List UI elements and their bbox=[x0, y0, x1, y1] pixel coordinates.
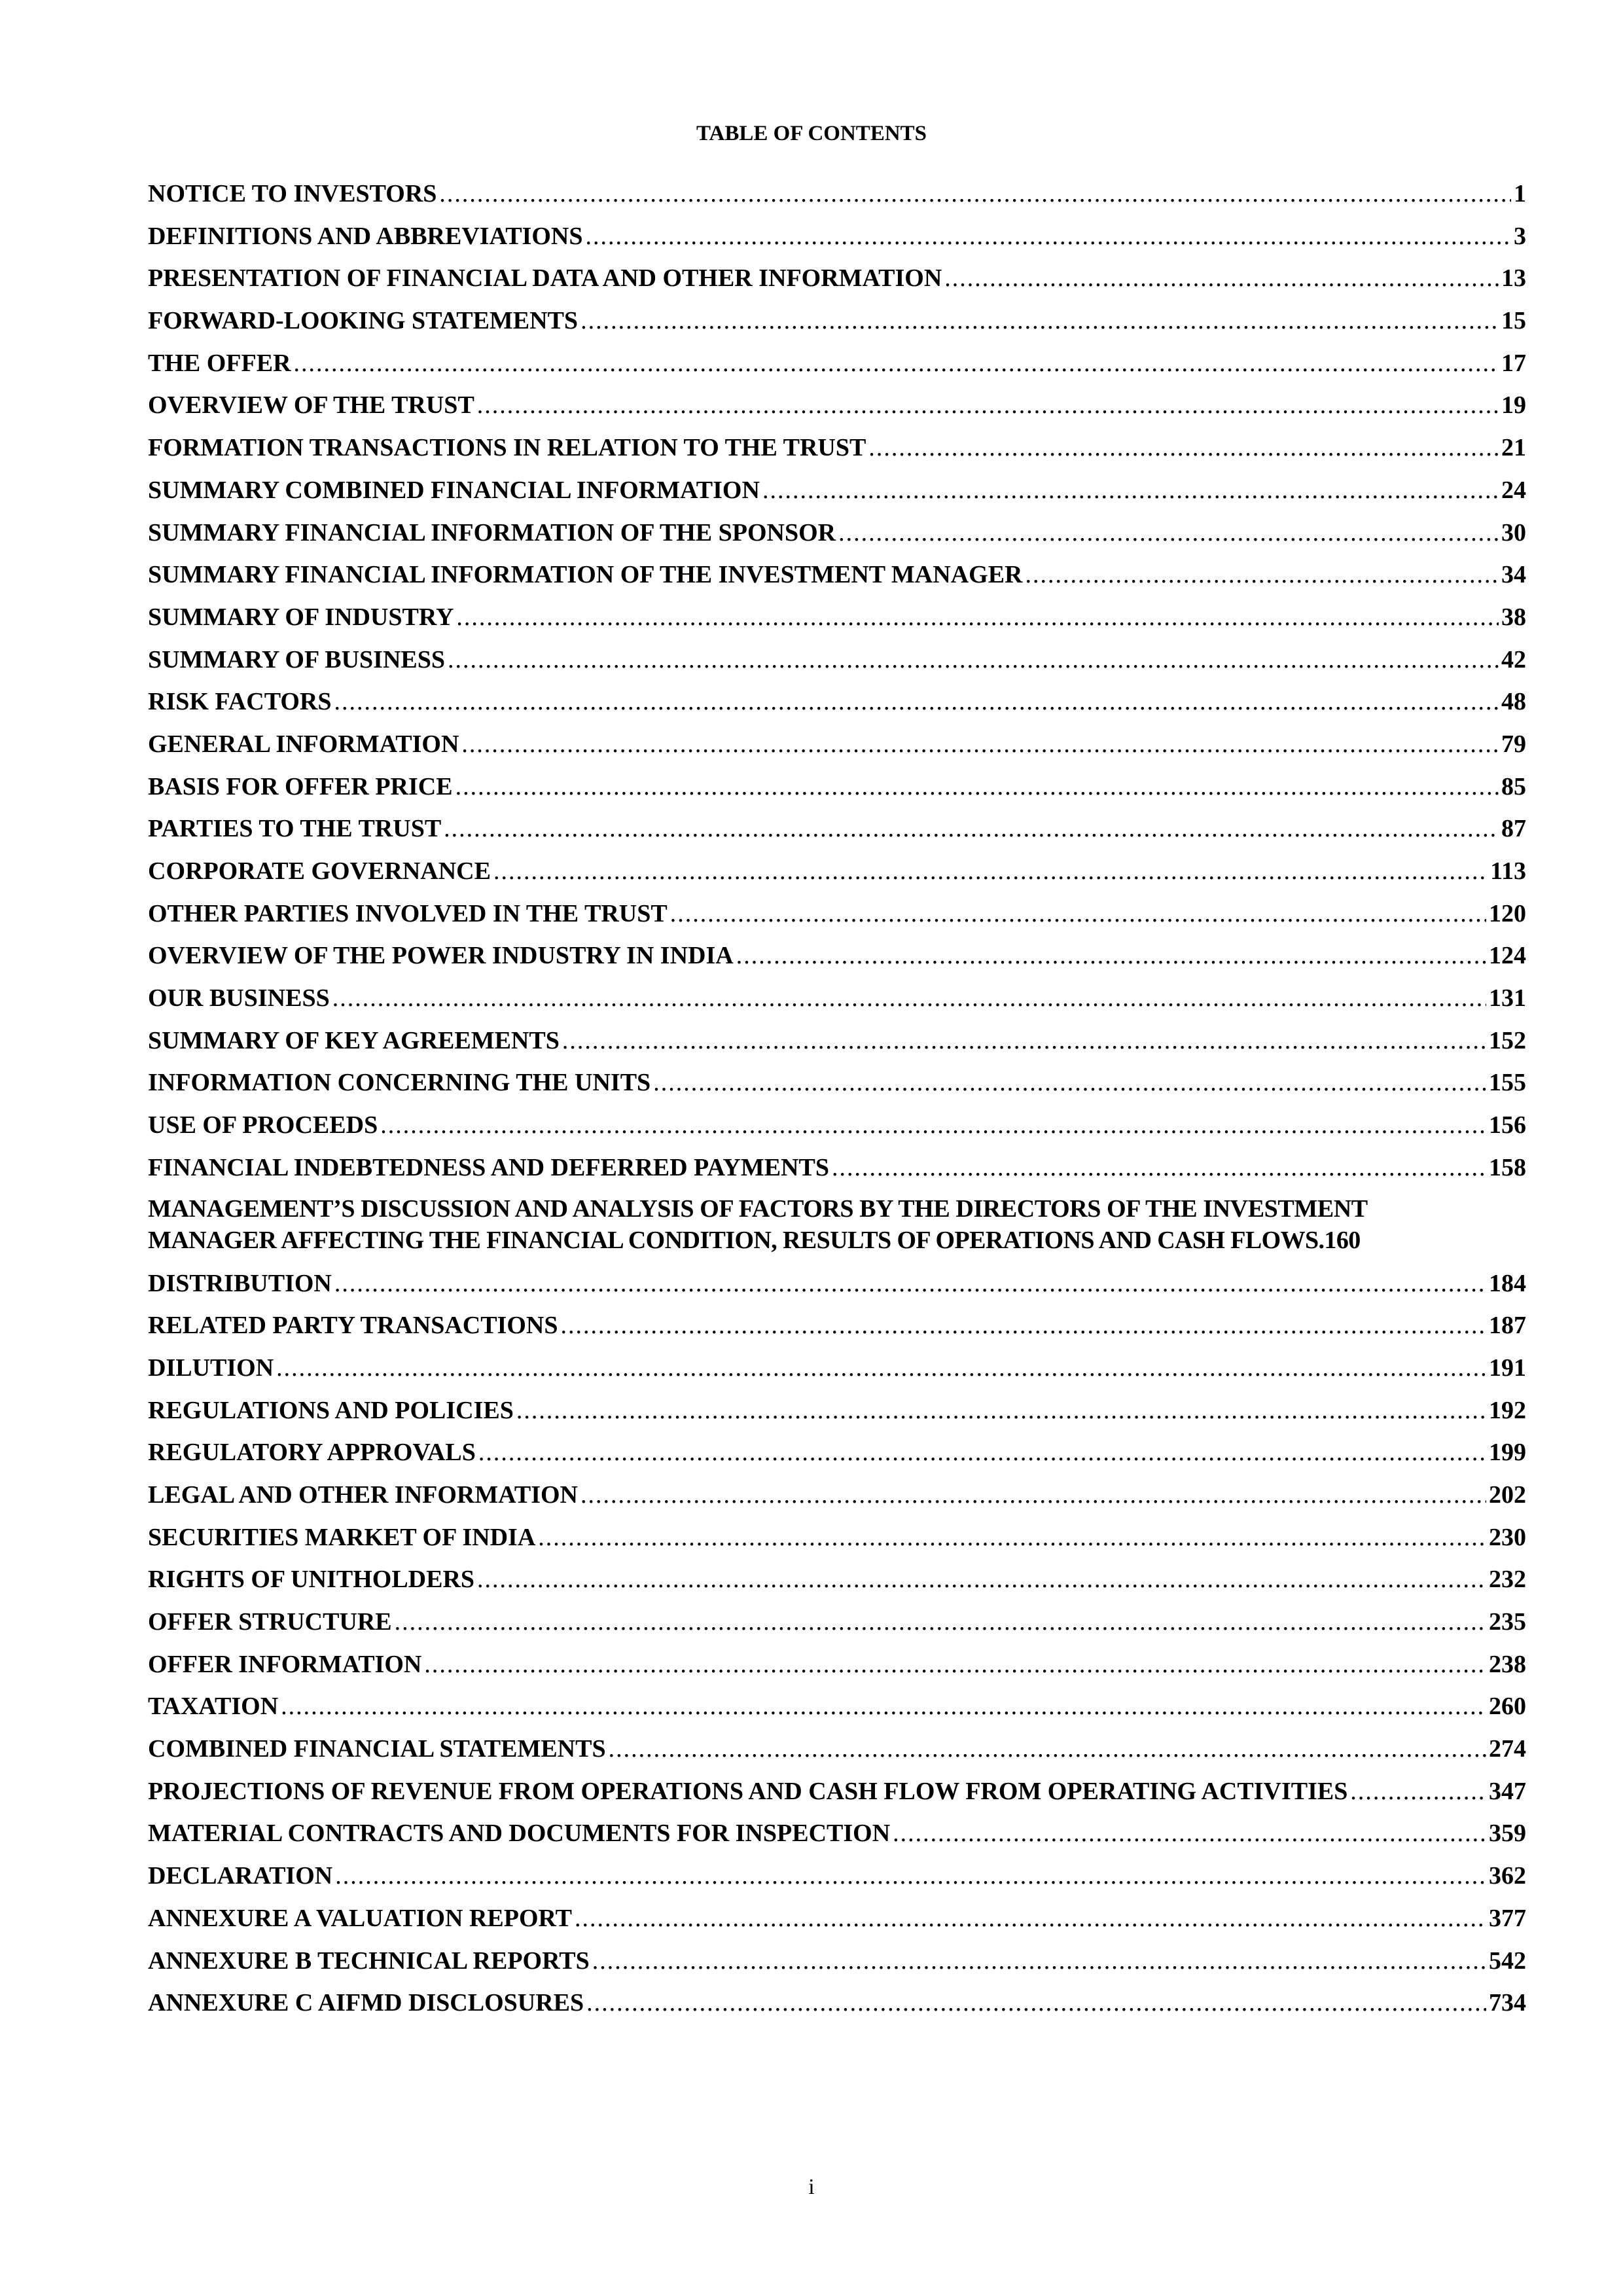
toc-entry-title: USE OF PROCEEDS bbox=[148, 1111, 378, 1139]
toc-entry[interactable] bbox=[148, 1520, 1526, 1563]
toc-entry-title: DILUTION bbox=[148, 1354, 274, 1382]
toc-entry-title: GENERAL INFORMATION bbox=[148, 730, 459, 758]
toc-entry-title: SUMMARY FINANCIAL INFORMATION OF THE INVESTMENT MANAGER bbox=[148, 561, 1023, 589]
toc-entry-page: 156 bbox=[1489, 1111, 1526, 1139]
toc-entry[interactable] bbox=[148, 685, 1526, 727]
toc-entry[interactable] bbox=[148, 727, 1526, 770]
dot-leader bbox=[762, 473, 1499, 507]
dot-leader bbox=[562, 1024, 1486, 1058]
toc-entry-title: MATERIAL CONTRACTS AND DOCUMENTS FOR INSPECTION bbox=[148, 1820, 891, 1848]
dot-leader bbox=[461, 727, 1499, 761]
toc-entry-title: RIGHTS OF UNITHOLDERS bbox=[148, 1566, 475, 1594]
toc-entry-title: SUMMARY COMBINED FINANCIAL INFORMATION bbox=[148, 476, 760, 504]
toc-entry-page: 230 bbox=[1489, 1523, 1526, 1551]
dot-leader bbox=[1350, 1774, 1486, 1808]
toc-entry-title: SUMMARY OF INDUSTRY bbox=[148, 603, 454, 631]
toc-entry-page: 30 bbox=[1501, 518, 1526, 547]
toc-entry-page: 187 bbox=[1489, 1312, 1526, 1340]
toc-entry-title: PARTIES TO THE TRUST bbox=[148, 815, 442, 843]
toc-entry-page: 113 bbox=[1490, 857, 1526, 885]
dot-leader bbox=[868, 431, 1499, 465]
toc-entry[interactable] bbox=[148, 261, 1526, 304]
toc-entry-page: 1 bbox=[1514, 180, 1526, 207]
dot-leader bbox=[516, 1393, 1486, 1427]
toc-entry-page: 158 bbox=[1489, 1153, 1526, 1181]
dot-leader bbox=[538, 1520, 1486, 1554]
toc-entry[interactable] bbox=[148, 431, 1526, 473]
toc-entry-title: OFFER INFORMATION bbox=[148, 1650, 422, 1678]
dot-leader bbox=[478, 1435, 1486, 1469]
toc-entry-page: 238 bbox=[1489, 1650, 1526, 1678]
toc-entry-title: TAXATION bbox=[148, 1693, 279, 1721]
toc-entry[interactable] bbox=[148, 1562, 1526, 1605]
toc-entry[interactable] bbox=[148, 346, 1526, 389]
toc-entry-title: PRESENTATION OF FINANCIAL DATA AND OTHER INFORMATION bbox=[148, 264, 942, 293]
toc-entry-title: OTHER PARTIES INVOLVED IN THE TRUST bbox=[148, 899, 668, 927]
toc-entry-title: FORWARD-LOOKING STATEMENTS bbox=[148, 307, 579, 335]
toc-entry-page: 19 bbox=[1501, 391, 1526, 420]
toc-entry-page: 48 bbox=[1501, 688, 1526, 716]
toc-entry-page: 120 bbox=[1489, 899, 1526, 927]
toc-entry-page: 131 bbox=[1489, 984, 1526, 1013]
toc-entry-page: 184 bbox=[1489, 1269, 1526, 1297]
toc-entry-title: COMBINED FINANCIAL STATEMENTS bbox=[148, 1735, 606, 1763]
dot-leader bbox=[653, 1066, 1486, 1100]
toc-entry[interactable] bbox=[148, 770, 1526, 812]
dot-leader bbox=[395, 1605, 1486, 1639]
toc-entry[interactable] bbox=[148, 1066, 1526, 1108]
footer-page-number: i bbox=[808, 2175, 815, 2199]
toc-entry-title: NOTICE TO INVESTORS bbox=[148, 180, 437, 207]
toc-entry[interactable] bbox=[148, 1024, 1526, 1066]
toc-entry-page: 124 bbox=[1489, 942, 1526, 970]
dot-leader bbox=[477, 1562, 1486, 1596]
toc-entry[interactable] bbox=[148, 473, 1526, 516]
toc-entry-page: 362 bbox=[1489, 1862, 1526, 1890]
toc-entry-title: RELATED PARTY TRANSACTIONS bbox=[148, 1312, 558, 1340]
toc-entry-title: SUMMARY OF KEY AGREEMENTS bbox=[148, 1026, 560, 1054]
toc-entry[interactable] bbox=[148, 219, 1526, 262]
toc-entry[interactable] bbox=[148, 388, 1526, 431]
toc-entry-title: FORMATION TRANSACTIONS IN RELATION TO THE TRUST bbox=[148, 434, 866, 462]
dot-leader bbox=[893, 1816, 1486, 1850]
toc-entry[interactable] bbox=[148, 897, 1526, 939]
dot-leader bbox=[294, 346, 1499, 380]
dot-leader bbox=[281, 1689, 1486, 1723]
toc-entry-title: OVERVIEW OF THE POWER INDUSTRY IN INDIA bbox=[148, 942, 734, 970]
toc-entry-page: 155 bbox=[1489, 1069, 1526, 1097]
toc-entry-page: 191 bbox=[1489, 1354, 1526, 1382]
toc-entry-title: DECLARATION bbox=[148, 1862, 333, 1890]
toc-entry-title: OVERVIEW OF THE TRUST bbox=[148, 391, 474, 420]
toc-entry-page: 235 bbox=[1489, 1608, 1526, 1636]
toc-entry[interactable] bbox=[148, 1478, 1526, 1520]
toc-entry-title: SECURITIES MARKET OF INDIA bbox=[148, 1523, 536, 1551]
toc-entry[interactable] bbox=[148, 939, 1526, 981]
toc-entry[interactable] bbox=[148, 1732, 1526, 1774]
table-of-contents bbox=[148, 177, 1526, 2028]
dot-leader bbox=[334, 685, 1499, 719]
toc-entry[interactable] bbox=[148, 1266, 1526, 1309]
toc-entry-title: THE OFFER bbox=[148, 349, 291, 377]
dot-leader bbox=[335, 1859, 1486, 1893]
toc-entry[interactable] bbox=[148, 643, 1526, 685]
toc-entry-page: 24 bbox=[1501, 476, 1526, 504]
dot-leader bbox=[276, 1351, 1486, 1385]
toc-entry-page: 274 bbox=[1489, 1735, 1526, 1763]
dot-leader bbox=[585, 219, 1511, 253]
dot-leader bbox=[832, 1151, 1486, 1185]
dot-leader bbox=[609, 1732, 1486, 1766]
toc-entry-page: 38 bbox=[1501, 603, 1526, 631]
toc-entry-page: 13 bbox=[1501, 264, 1526, 293]
dot-leader bbox=[444, 812, 1499, 846]
toc-entry-title: INFORMATION CONCERNING THE UNITS bbox=[148, 1069, 651, 1097]
dot-leader bbox=[477, 388, 1499, 422]
toc-entry[interactable] bbox=[148, 812, 1526, 854]
toc-entry-title: REGULATIONS AND POLICIES bbox=[148, 1396, 514, 1424]
toc-entry-title: OFFER STRUCTURE bbox=[148, 1608, 392, 1636]
toc-entry-title: ANNEXURE A VALUATION REPORT bbox=[148, 1904, 572, 1932]
toc-entry-page: 34 bbox=[1501, 561, 1526, 589]
toc-entry-page: 260 bbox=[1489, 1693, 1526, 1721]
page-title: TABLE OF CONTENTS bbox=[696, 122, 927, 145]
toc-entry-page: 152 bbox=[1489, 1026, 1526, 1054]
toc-entry-title: RISK FACTORS bbox=[148, 688, 332, 716]
toc-entry[interactable] bbox=[148, 1901, 1526, 1944]
dot-leader bbox=[332, 981, 1486, 1015]
toc-entry-page: 79 bbox=[1501, 730, 1526, 758]
toc-entry-title: SUMMARY FINANCIAL INFORMATION OF THE SPONSOR bbox=[148, 518, 836, 547]
dot-leader bbox=[944, 261, 1499, 295]
dot-leader bbox=[380, 1108, 1486, 1142]
toc-entry[interactable] bbox=[148, 1108, 1526, 1151]
toc-entry[interactable] bbox=[148, 1393, 1526, 1436]
toc-entry-title: REGULATORY APPROVALS bbox=[148, 1439, 476, 1467]
toc-entry[interactable] bbox=[148, 981, 1526, 1024]
toc-entry[interactable] bbox=[148, 1193, 1526, 1266]
toc-entry-page: 359 bbox=[1489, 1820, 1526, 1848]
dot-leader bbox=[586, 1986, 1486, 2020]
dot-leader bbox=[580, 304, 1499, 338]
toc-entry[interactable] bbox=[148, 177, 1526, 219]
toc-entry-page: 17 bbox=[1501, 349, 1526, 377]
toc-entry-title: ANNEXURE B TECHNICAL REPORTS bbox=[148, 1946, 590, 1975]
toc-entry-page: 160 bbox=[1324, 1226, 1361, 1254]
toc-entry[interactable] bbox=[148, 1308, 1526, 1351]
toc-entry-page: 199 bbox=[1489, 1439, 1526, 1467]
dot-leader bbox=[1025, 558, 1499, 592]
toc-entry-page: 87 bbox=[1501, 815, 1526, 843]
toc-entry-page: 15 bbox=[1501, 307, 1526, 335]
toc-entry-page: 542 bbox=[1489, 1946, 1526, 1975]
toc-entry-title-line2: MANAGER AFFECTING THE FINANCIAL CONDITION, RESULTS OF OPERATIONS AND CASH FLOWS. bbox=[148, 1226, 1325, 1254]
toc-entry-page: 192 bbox=[1489, 1396, 1526, 1424]
dot-leader bbox=[455, 770, 1499, 804]
toc-entry[interactable] bbox=[148, 516, 1526, 558]
toc-entry[interactable] bbox=[148, 1689, 1526, 1732]
dot-leader bbox=[493, 854, 1488, 888]
toc-entry-second-line bbox=[148, 1225, 1526, 1256]
toc-entry-title: ANNEXURE C AIFMD DISCLOSURES bbox=[148, 1989, 584, 2017]
dot-leader bbox=[560, 1308, 1486, 1342]
toc-entry-page: 734 bbox=[1489, 1989, 1526, 2017]
toc-entry[interactable] bbox=[148, 1944, 1526, 1986]
toc-entry[interactable] bbox=[148, 1351, 1526, 1393]
toc-entry[interactable] bbox=[148, 1605, 1526, 1647]
dot-leader bbox=[736, 939, 1486, 973]
toc-entry[interactable] bbox=[148, 1151, 1526, 1193]
toc-entry-page: 3 bbox=[1514, 222, 1526, 250]
toc-entry-page: 232 bbox=[1489, 1566, 1526, 1594]
toc-entry-page: 202 bbox=[1489, 1480, 1526, 1509]
toc-entry[interactable] bbox=[148, 854, 1526, 897]
toc-entry-title: BASIS FOR OFFER PRICE bbox=[148, 772, 453, 800]
toc-entry-page: 377 bbox=[1489, 1904, 1526, 1932]
toc-entry-title: FINANCIAL INDEBTEDNESS AND DEFERRED PAYMENTS bbox=[148, 1153, 829, 1181]
dot-leader bbox=[334, 1266, 1486, 1300]
toc-entry[interactable] bbox=[148, 1647, 1526, 1690]
dot-leader bbox=[580, 1478, 1486, 1512]
toc-entry[interactable] bbox=[148, 1435, 1526, 1478]
toc-entry-title: LEGAL AND OTHER INFORMATION bbox=[148, 1480, 578, 1509]
toc-entry-page: 347 bbox=[1489, 1777, 1526, 1805]
toc-entry-title-line1: MANAGEMENT’S DISCUSSION AND ANALYSIS OF FACTORS BY THE DIRECTORS OF THE INVESTMENT bbox=[148, 1194, 1368, 1223]
toc-entry-title: PROJECTIONS OF REVENUE FROM OPERATIONS AND CASH FLOW FROM OPERATING ACTIVITIES bbox=[148, 1777, 1348, 1805]
toc-entry[interactable] bbox=[148, 1816, 1526, 1859]
toc-entry-title: DISTRIBUTION bbox=[148, 1269, 332, 1297]
dot-leader bbox=[424, 1647, 1486, 1681]
toc-entry-title: CORPORATE GOVERNANCE bbox=[148, 857, 491, 885]
toc-entry-page: 42 bbox=[1501, 645, 1526, 673]
dot-leader bbox=[592, 1944, 1486, 1978]
toc-entry[interactable] bbox=[148, 1986, 1526, 2028]
toc-entry-page: 85 bbox=[1501, 772, 1526, 800]
toc-entry-page: 21 bbox=[1501, 434, 1526, 462]
toc-entry-title: OUR BUSINESS bbox=[148, 984, 330, 1013]
dot-leader bbox=[439, 177, 1511, 211]
toc-entry[interactable] bbox=[148, 1859, 1526, 1901]
toc-entry[interactable] bbox=[148, 304, 1526, 346]
toc-entry[interactable] bbox=[148, 558, 1526, 600]
toc-entry[interactable] bbox=[148, 1774, 1526, 1817]
toc-entry-title: SUMMARY OF BUSINESS bbox=[148, 645, 446, 673]
toc-entry[interactable] bbox=[148, 600, 1526, 643]
dot-leader bbox=[456, 600, 1499, 634]
toc-entry-title: DEFINITIONS AND ABBREVIATIONS bbox=[148, 222, 583, 250]
dot-leader bbox=[670, 897, 1486, 931]
dot-leader bbox=[448, 643, 1499, 677]
dot-leader bbox=[838, 516, 1499, 550]
dot-leader bbox=[575, 1901, 1486, 1935]
